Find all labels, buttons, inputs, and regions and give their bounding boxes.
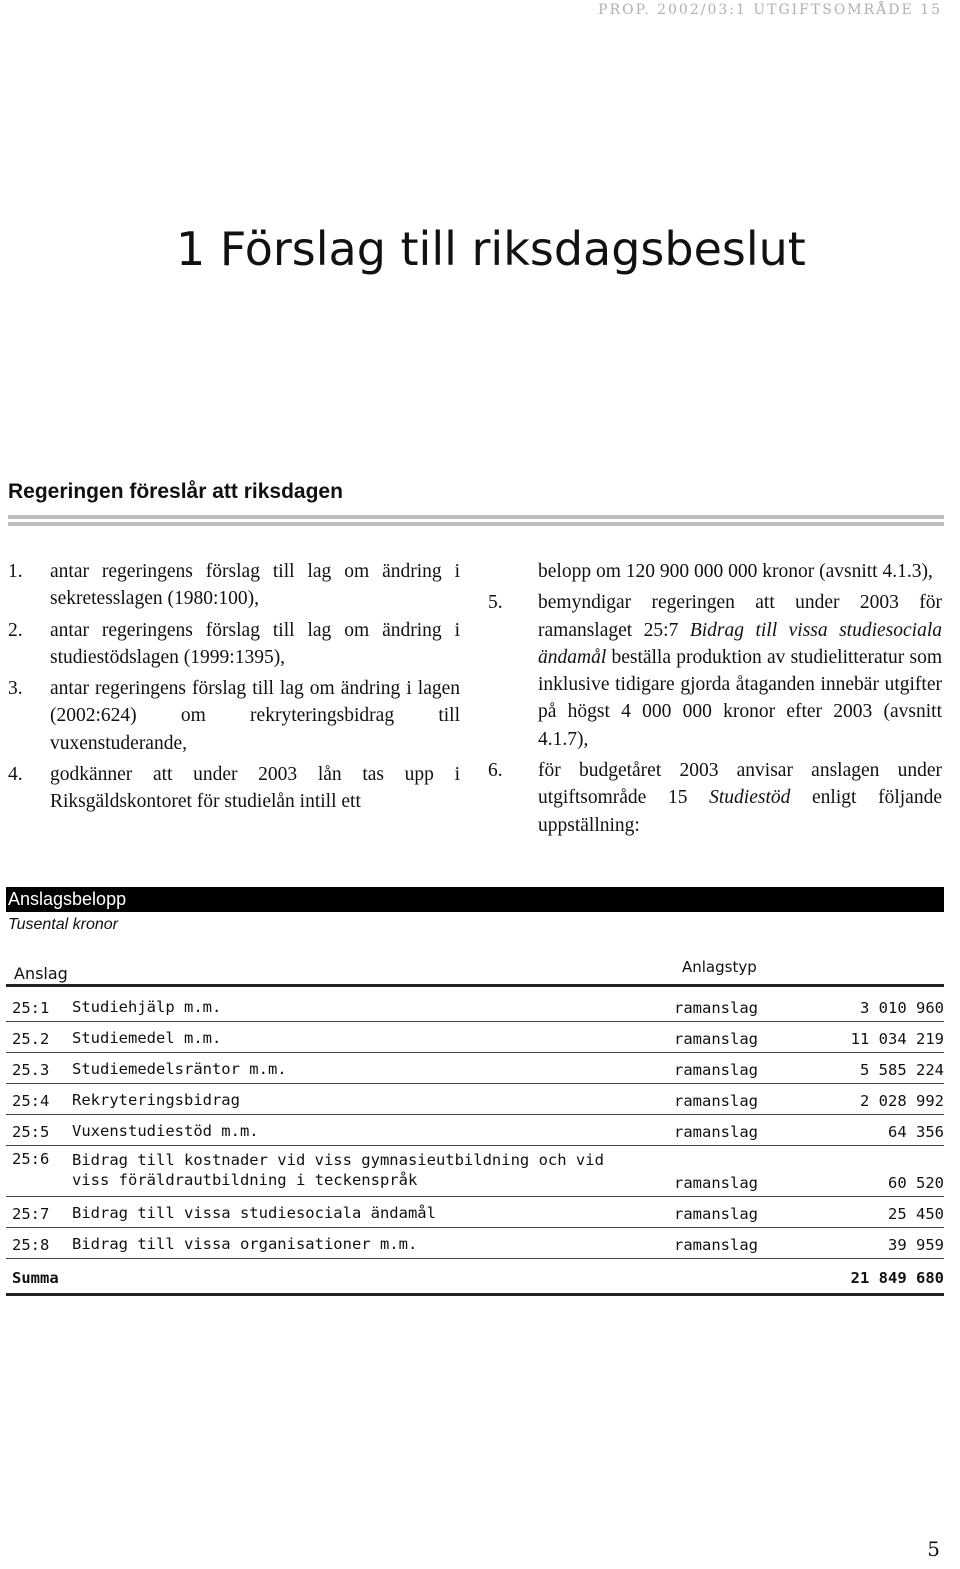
- row-code: 25:6: [12, 1150, 50, 1168]
- item-number: 3.: [8, 678, 23, 700]
- row-code: 25:5: [12, 1123, 50, 1141]
- row-name: Bidrag till vissa organisationer m.m.: [72, 1235, 418, 1253]
- row-amount: 2 028 992: [860, 1092, 944, 1110]
- running-head: PROP. 2002/03:1 UTGIFTSOMRÅDE 15: [598, 2, 942, 18]
- item-number: 4.: [8, 764, 23, 786]
- item-number: 1.: [8, 561, 23, 582]
- right-column: [488, 558, 942, 843]
- row-type: ramanslag: [674, 1174, 758, 1192]
- table-subheader: Tusental kronor: [8, 916, 118, 933]
- item-number: 5.: [488, 592, 503, 614]
- row-type: ramanslag: [674, 999, 758, 1017]
- row-code: 25.3: [12, 1061, 50, 1079]
- item-text-part: enligt följande uppställning:: [538, 787, 942, 836]
- row-type: ramanslag: [674, 1030, 758, 1048]
- page-number: 5: [927, 1537, 940, 1561]
- table-row: [6, 987, 944, 1022]
- section-heading: Regeringen föreslår att riksdagen: [8, 480, 343, 503]
- row-name: Studiemedelsräntor m.m.: [72, 1060, 287, 1078]
- row-name: Studiemedel m.m.: [72, 1029, 222, 1047]
- item-text: antar regeringens förslag till lag om ändring i lagen (2002:624) om rekryteringsbidrag till vuxenstuderande,: [50, 678, 460, 754]
- item-text-part: beställa produktion av studielitteratur som inklusive tidigare gjorda åtaganden innebär utgifter på högst 4 000 000 kronor efter 2003 (avsnitt 4.1.7),: [538, 646, 942, 750]
- item-text: antar regeringens förslag till lag om ändring i sekretesslagen (1980:100),: [50, 561, 460, 610]
- row-code: 25:1: [12, 999, 50, 1017]
- row-amount: 64 356: [888, 1123, 944, 1141]
- row-name: Bidrag till vissa studiesociala ändamål: [72, 1204, 436, 1222]
- table-column-headers: [6, 936, 944, 987]
- row-name: Vuxenstudiestöd m.m.: [72, 1122, 259, 1140]
- list-item: [8, 761, 460, 816]
- item-4-continuation: belopp om 120 900 000 000 kronor (avsnitt 4.1.3),: [538, 561, 933, 582]
- row-code: 25.2: [12, 1030, 50, 1048]
- table-row: [6, 1022, 944, 1053]
- row-name: Studiehjälp m.m.: [72, 998, 222, 1016]
- row-type: ramanslag: [674, 1123, 758, 1141]
- list-item: [488, 757, 942, 839]
- total-label: Summa: [12, 1269, 59, 1287]
- item-text-emphasis: Studiestöd: [709, 787, 791, 809]
- item-number: 2.: [8, 619, 23, 641]
- table-row: [6, 1115, 944, 1146]
- table-header: Anslagsbelopp: [6, 887, 944, 912]
- row-amount: 60 520: [888, 1174, 944, 1192]
- row-name: Bidrag till kostnader vid viss gymnasieutbildning och vid viss föräldrautbildning i teckenspråk: [72, 1151, 604, 1189]
- total-amount: 21 849 680: [850, 1269, 944, 1287]
- table-row: [6, 1053, 944, 1084]
- column-header-anslag: Anslag: [14, 964, 68, 983]
- item-text: antar regeringens förslag till lag om ändring i studiestödslagen (1999:1395),: [50, 619, 460, 668]
- column-header-anslagstyp: Anlagstyp: [682, 958, 757, 976]
- item-text-part: bemyndigar regeringen att under 2003 för ramanslaget 25:7: [538, 592, 942, 641]
- row-amount: 11 034 219: [850, 1030, 944, 1048]
- row-type: ramanslag: [674, 1236, 758, 1254]
- double-rule-divider: [8, 515, 944, 526]
- item-text: [538, 589, 942, 753]
- row-amount: 25 450: [888, 1205, 944, 1223]
- item-number: 6.: [488, 760, 503, 782]
- row-type: ramanslag: [674, 1092, 758, 1110]
- row-name: Rekryteringsbidrag: [72, 1091, 240, 1109]
- table-total-row: [6, 1259, 944, 1296]
- item-text: [538, 757, 942, 839]
- row-type: ramanslag: [674, 1061, 758, 1079]
- appropriations-table: [6, 887, 944, 1296]
- chapter-title: 1 Förslag till riksdagsbeslut: [176, 222, 806, 276]
- left-column: [8, 558, 460, 820]
- row-code: 25:8: [12, 1236, 50, 1254]
- item-text-emphasis: Bidrag till vissa studiesociala ändamål: [538, 619, 942, 668]
- row-amount: 3 010 960: [860, 999, 944, 1017]
- list-item: [8, 675, 460, 757]
- item-text: godkänner att under 2003 lån tas upp i Riksgäldskontoret för studielån intill ett: [50, 764, 460, 813]
- item-text-part: för budgetåret 2003 anvisar anslagen under utgiftsområde 15: [538, 760, 942, 809]
- row-amount: 39 959: [888, 1236, 944, 1254]
- table-row: [6, 1146, 944, 1197]
- table-row: [6, 1228, 944, 1259]
- row-code: 25:4: [12, 1092, 50, 1110]
- row-amount: 5 585 224: [860, 1061, 944, 1079]
- table-row: [6, 1197, 944, 1228]
- row-type: ramanslag: [674, 1205, 758, 1223]
- list-item: [8, 558, 460, 613]
- list-item: [8, 617, 460, 672]
- row-code: 25:7: [12, 1205, 50, 1223]
- list-item: [488, 589, 942, 753]
- table-row: [6, 1084, 944, 1115]
